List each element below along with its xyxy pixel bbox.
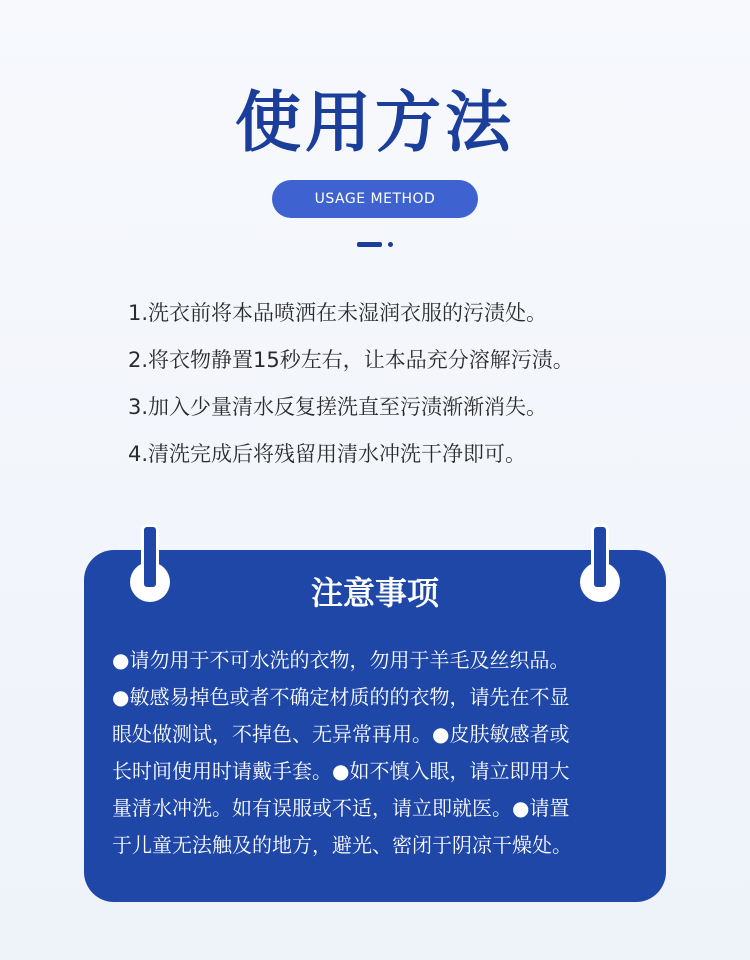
notice-line: ●请勿用于不可水洗的衣物，勿用于羊毛及丝织品。 (112, 648, 570, 672)
step-item-4: 4.清洗完成后将残留用清水冲洗干净即可。 (128, 442, 527, 466)
notice-text (112, 642, 647, 864)
notice-line: 长时间使用时请戴手套。●如不慎入眼，请立即用大 (112, 759, 570, 783)
step-item-2: 2.将衣物静置15秒左右，让本品充分溶解污渍。 (128, 348, 574, 372)
divider-dot (388, 242, 393, 247)
notice-line: ●敏感易掉色或者不确定材质的的衣物，请先在不显 (112, 685, 570, 709)
notice-title: 注意事项 (310, 574, 439, 612)
notice-line: 量清水冲洗。如有误服或不适，请立即就医。●请置 (112, 796, 570, 820)
notice-line: 于儿童无法触及的地方，避光、密闭于阴凉干燥处。 (112, 833, 572, 857)
step-item-3: 3.加入少量清水反复搓洗直至污渍渐渐消失。 (128, 395, 548, 419)
notice-line: 眼处做测试，不掉色、无异常再用。●皮肤敏感者或 (112, 722, 570, 746)
step-item-1: 1.洗衣前将本品喷洒在未湿润衣服的污渍处。 (128, 301, 548, 325)
page-title: 使用方法 (235, 84, 515, 161)
divider-dash (357, 242, 382, 247)
usage-method-badge: USAGE METHOD (272, 180, 478, 218)
usage-steps-list (128, 290, 688, 478)
